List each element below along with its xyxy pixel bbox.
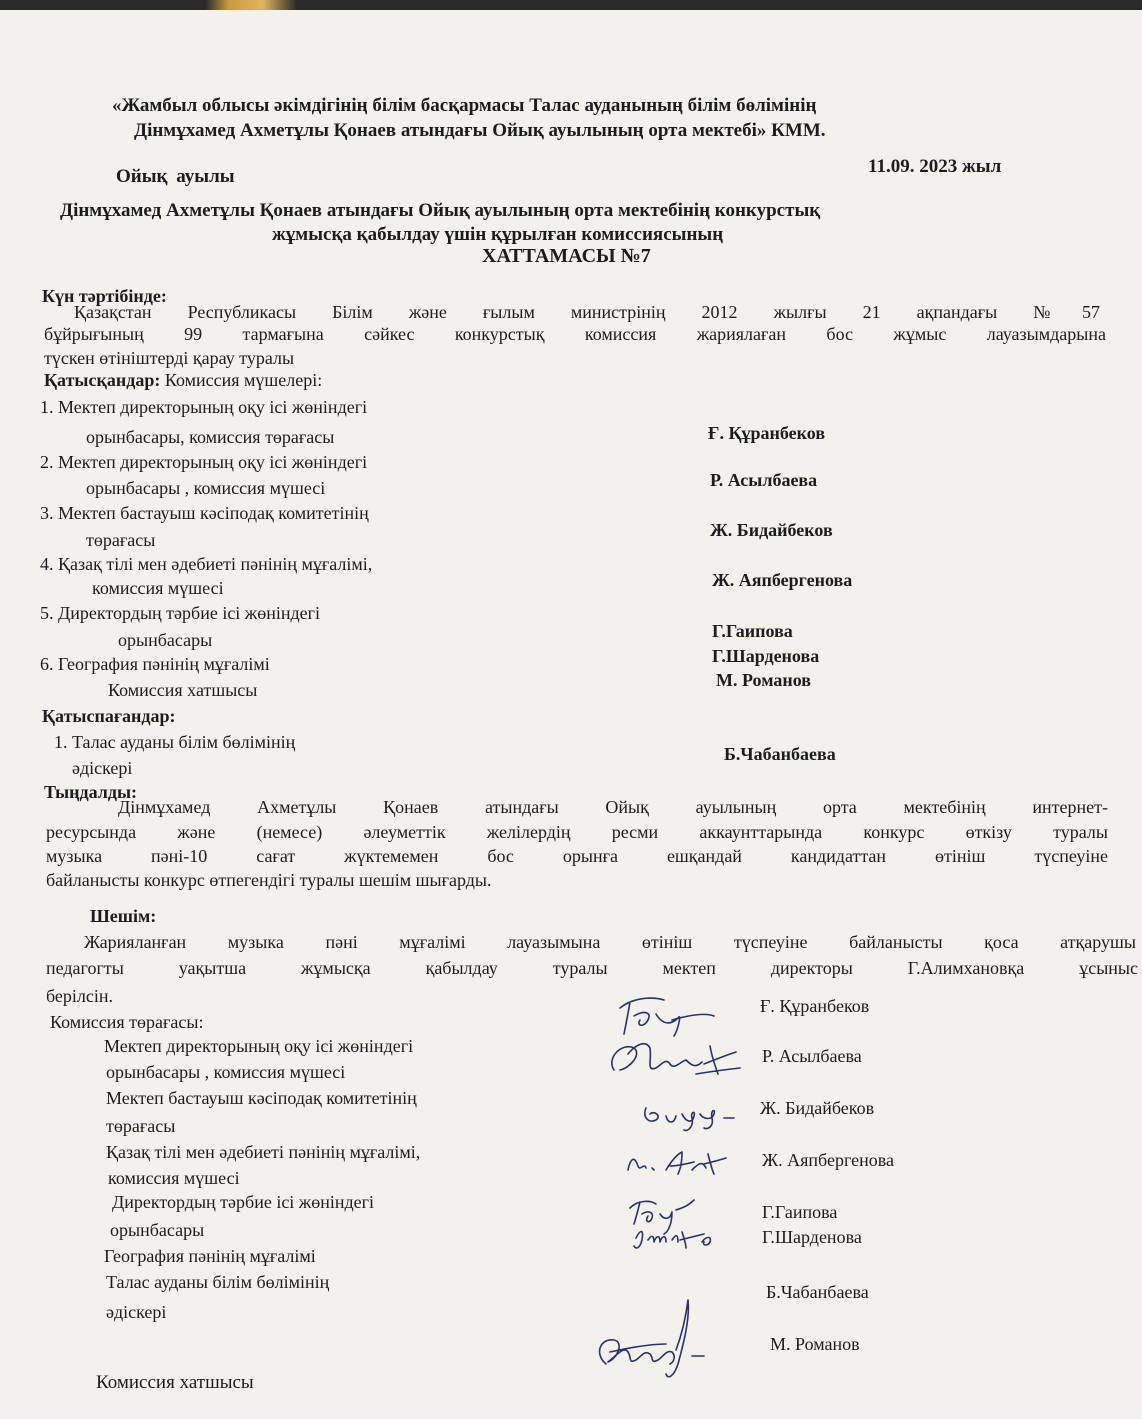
- participant-name: Р. Асылбаева: [710, 470, 818, 490]
- decision-line: Жарияланған музыка пәні мұғалімі лауазымына өтініш түспеуіне байланысты қоса атқарушы: [84, 932, 1136, 952]
- handwritten-signature: [620, 1144, 730, 1184]
- document-date: 11.09. 2023 жыл: [868, 156, 1002, 177]
- decision-line: педагогты уақытша жұмысқа қабылдау туралы мектеп директоры Г.Алимхановқа ұсыныс: [46, 958, 1138, 978]
- participant-role: төрағасы: [86, 530, 156, 550]
- signatory-name: Р. Асылбаева: [762, 1046, 862, 1066]
- agenda-line: бұйрығының 99 тармағына сәйкес конкурстық комиссия жариялаған бос жұмыс лауазымдарына: [44, 324, 1106, 344]
- participant-name: Г.Шарденова: [712, 646, 820, 666]
- handwritten-signature: [612, 990, 722, 1040]
- org-line-2: Дінмұхамед Ахметұлы Қонаев атындағы Ойық ауылының орта мектебі» КММ.: [134, 120, 826, 141]
- participant-name: Ж. Бидайбеков: [710, 520, 833, 540]
- signatory-role: орынбасары , комиссия мүшесі: [106, 1062, 346, 1082]
- heard-line: Дінмұхамед Ахметұлы Қонаев атындағы Ойық ауылының орта мектебінің интернет-: [118, 797, 1108, 817]
- absent-role: әдіскері: [72, 758, 133, 778]
- signatory-name: Ж. Аяпбергенова: [762, 1150, 894, 1170]
- place-label: Ойық ауылы: [116, 166, 235, 187]
- signatory-role: География пәнінің мұғалімі: [104, 1246, 316, 1266]
- participant-role: 6. География пәнінің мұғалімі: [40, 654, 270, 674]
- title-line-2: жұмысқа қабылдау үшін құрылған комиссиясының: [272, 224, 724, 245]
- agenda-line: Қазақстан Республикасы Білім және ғылым министрінің 2012 жылғы 21 ақпандағы №57: [74, 302, 1100, 322]
- handwritten-signature: [624, 1194, 734, 1258]
- decision-heading: Шешім:: [90, 906, 157, 926]
- signatory-name: М. Романов: [770, 1334, 860, 1354]
- signatory-role: Мектеп директорының оқу ісі жөніндегі: [104, 1036, 414, 1056]
- absent-role: 1. Талас ауданы білім бөлімінің: [54, 732, 296, 752]
- signatory-name: Ж. Бидайбеков: [760, 1098, 875, 1118]
- heard-heading: Тыңдалды:: [44, 782, 138, 802]
- chair-label: Комиссия төрағасы:: [50, 1012, 204, 1032]
- scan-top-edge: [0, 0, 1142, 10]
- participant-role: 2. Мектеп директорының оқу ісі жөніндегі: [40, 452, 368, 472]
- org-line-1: «Жамбыл облысы әкімдігінің білім басқармасы Талас ауданының білім бөлімінің: [112, 95, 817, 116]
- signatory-role: Талас ауданы білім бөлімінің: [106, 1272, 330, 1292]
- heard-line: музыка пәні-10 сағат жүктемемен бос орынға ешқандай кандидаттан өтініш түспеуіне: [46, 846, 1108, 866]
- title-line-1: Дінмұхамед Ахметұлы Қонаев атындағы Ойық ауылының орта мектебінің конкурстық: [60, 200, 821, 221]
- decision-line: берілсін.: [46, 986, 114, 1006]
- signatory-name: Б.Чабанбаева: [766, 1282, 869, 1302]
- handwritten-signature: [588, 1294, 718, 1384]
- participant-role: 5. Директордың тәрбие ісі жөніндегі: [40, 603, 321, 623]
- participant-role: Комиссия хатшысы: [108, 680, 258, 700]
- handwritten-signature: [600, 1034, 750, 1084]
- participant-role: орынбасары , комиссия мүшесі: [86, 478, 326, 498]
- participant-name: Ғ. Құранбеков: [708, 423, 826, 443]
- absent-name: Б.Чабанбаева: [724, 744, 836, 764]
- agenda-heading: Күн тәртібінде:: [42, 286, 167, 306]
- participant-role: 4. Қазақ тілі мен әдебиеті пәнінің мұғалімі,: [40, 554, 373, 574]
- participant-name: М. Романов: [716, 670, 811, 690]
- participant-role: комиссия мүшесі: [92, 578, 224, 598]
- signatory-name: Ғ. Құранбеков: [760, 996, 870, 1016]
- signatory-role: Мектеп бастауыш кәсіподақ комитетінің: [106, 1088, 417, 1108]
- participant-role: 1. Мектеп директорының оқу ісі жөніндегі: [40, 397, 368, 417]
- protocol-title: ХАТТАМАСЫ №7: [482, 245, 651, 267]
- signatory-role: орынбасары: [110, 1220, 205, 1240]
- heard-line: ресурсында және (немесе) әлеуметтік желілердің ресми аккаунттарында конкурс өткізу туралы: [46, 822, 1108, 842]
- participant-role: орынбасары, комиссия төрағасы: [86, 427, 335, 447]
- signatory-role: Қазақ тілі мен әдебиеті пәнінің мұғалімі,: [106, 1142, 421, 1162]
- participant-name: Ж. Аяпбергенова: [712, 570, 853, 590]
- participant-role: 3. Мектеп бастауыш кәсіподақ комитетінің: [40, 503, 369, 523]
- signatory-role: төрағасы: [106, 1116, 176, 1136]
- secretary-label: Комиссия хатшысы: [96, 1372, 254, 1393]
- signatory-role: әдіскері: [106, 1302, 167, 1322]
- signatory-name: Г.Гаипова: [762, 1202, 838, 1222]
- participants-heading: Қатысқандар: Комиссия мүшелері:: [44, 370, 323, 390]
- handwritten-signature: [638, 1096, 758, 1136]
- signatory-name: Г.Шарденова: [762, 1227, 862, 1247]
- heard-line: байланысты конкурс өтпегендігі туралы шешім шығарды.: [46, 870, 492, 890]
- absent-heading: Қатыспағандар:: [42, 706, 176, 726]
- agenda-line: түскен өтініштерді қарау туралы: [44, 348, 295, 368]
- participant-name: Г.Гаипова: [712, 621, 793, 641]
- participant-role: орынбасары: [118, 630, 213, 650]
- signatory-role: комиссия мүшесі: [108, 1168, 240, 1188]
- signatory-role: Директордың тәрбие ісі жөніндегі: [112, 1192, 375, 1212]
